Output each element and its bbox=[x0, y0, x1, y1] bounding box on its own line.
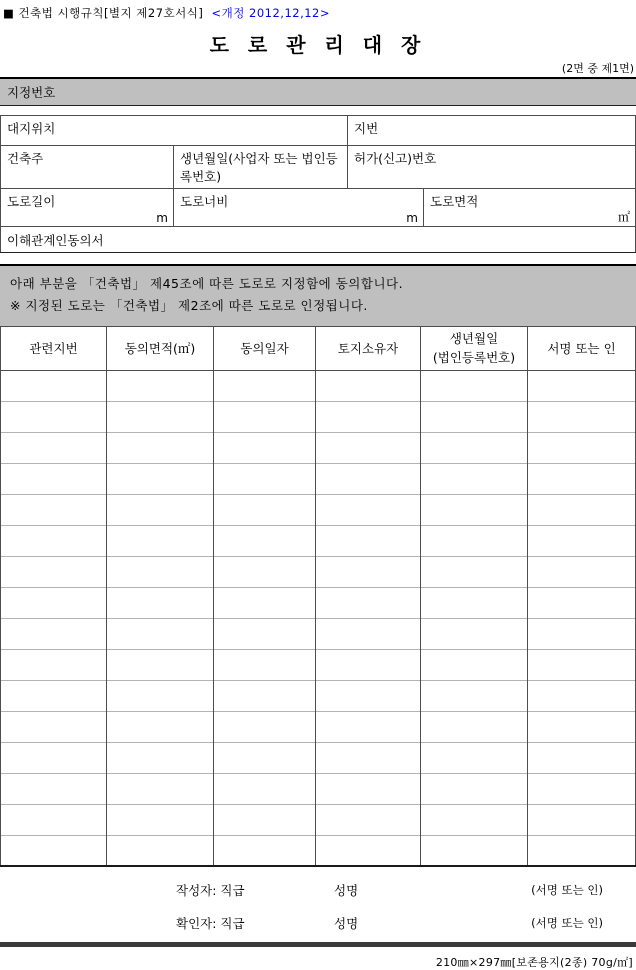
road-width-unit: m bbox=[406, 211, 418, 225]
consent-empty-row bbox=[1, 773, 636, 804]
road-area-cell[interactable] bbox=[424, 189, 636, 227]
birth-date-label: 생년월일(사업자 또는 법인등록번호) bbox=[180, 151, 338, 184]
header-birth-date bbox=[421, 326, 528, 370]
consent-empty-cell[interactable] bbox=[316, 587, 421, 618]
consent-empty-cell[interactable] bbox=[528, 556, 636, 587]
consent-empty-cell[interactable] bbox=[528, 804, 636, 835]
consent-empty-cell[interactable] bbox=[214, 401, 316, 432]
header-signature: 서명 또는 인 bbox=[528, 326, 636, 370]
consent-empty-row bbox=[1, 370, 636, 401]
consent-empty-cell[interactable] bbox=[421, 401, 528, 432]
consent-empty-cell[interactable] bbox=[316, 370, 421, 401]
consent-empty-cell[interactable] bbox=[421, 711, 528, 742]
consent-empty-cell[interactable] bbox=[528, 711, 636, 742]
consent-empty-cell[interactable] bbox=[528, 773, 636, 804]
consent-empty-cell[interactable] bbox=[421, 618, 528, 649]
consent-notice-line1: 아래 부분을 「건축법」 제45조에 따른 도로로 지정함에 동의합니다. bbox=[10, 276, 404, 291]
consent-empty-cell[interactable] bbox=[214, 370, 316, 401]
consent-empty-cell[interactable] bbox=[316, 432, 421, 463]
consent-empty-cell[interactable] bbox=[1, 587, 107, 618]
consent-empty-cell[interactable] bbox=[421, 556, 528, 587]
consent-empty-cell[interactable] bbox=[421, 494, 528, 525]
consent-empty-cell[interactable] bbox=[316, 680, 421, 711]
revision-note: <개정 2012,12,12> bbox=[211, 6, 331, 20]
form-reference-text: ■ 건축법 시행규칙[별지 제27호서식] bbox=[3, 6, 204, 20]
consent-empty-row bbox=[1, 835, 636, 866]
building-owner-cell[interactable] bbox=[1, 146, 174, 189]
consent-empty-cell[interactable] bbox=[214, 773, 316, 804]
consent-empty-row bbox=[1, 742, 636, 773]
consent-empty-cell[interactable] bbox=[528, 835, 636, 866]
consent-empty-cell[interactable] bbox=[316, 525, 421, 556]
consent-empty-cell[interactable] bbox=[421, 835, 528, 866]
consent-empty-cell[interactable] bbox=[214, 649, 316, 680]
permit-number-label: 허가(신고)번호 bbox=[354, 151, 437, 166]
permit-number-cell[interactable] bbox=[348, 146, 636, 189]
consent-table-body bbox=[1, 370, 636, 866]
form-reference-line bbox=[0, 0, 636, 21]
consent-empty-cell[interactable] bbox=[1, 742, 107, 773]
consent-empty-cell[interactable] bbox=[1, 463, 107, 494]
consent-empty-cell[interactable] bbox=[528, 401, 636, 432]
consent-empty-row bbox=[1, 618, 636, 649]
consent-empty-cell[interactable] bbox=[1, 401, 107, 432]
consent-empty-cell[interactable] bbox=[421, 742, 528, 773]
consent-empty-cell[interactable] bbox=[107, 432, 214, 463]
consent-empty-cell[interactable] bbox=[316, 494, 421, 525]
consent-empty-cell[interactable] bbox=[107, 618, 214, 649]
paper-spec-note: 210㎜×297㎜[보존용지(2종) 70g/㎡] bbox=[435, 956, 633, 970]
stakeholder-consent-label: 이해관계인동의서 bbox=[7, 233, 104, 248]
consent-empty-cell[interactable] bbox=[316, 401, 421, 432]
consent-empty-cell[interactable] bbox=[421, 370, 528, 401]
consent-empty-cell[interactable] bbox=[528, 525, 636, 556]
consent-empty-cell[interactable] bbox=[214, 742, 316, 773]
consent-empty-cell[interactable] bbox=[107, 835, 214, 866]
consent-empty-cell[interactable] bbox=[528, 649, 636, 680]
consent-empty-cell[interactable] bbox=[316, 804, 421, 835]
header-birth-date-line1: 생년월일 bbox=[449, 330, 499, 346]
consent-table bbox=[0, 326, 636, 868]
consent-empty-cell[interactable] bbox=[214, 525, 316, 556]
header-birth-date-line2: (법인등록번호) bbox=[432, 350, 516, 366]
consent-empty-row bbox=[1, 711, 636, 742]
consent-empty-cell[interactable] bbox=[107, 649, 214, 680]
consent-empty-cell[interactable] bbox=[316, 773, 421, 804]
verifier-signature-row[interactable] bbox=[0, 906, 636, 939]
road-width-cell[interactable] bbox=[174, 189, 424, 227]
consent-empty-row bbox=[1, 680, 636, 711]
lot-number-label: 지번 bbox=[354, 121, 379, 136]
consent-empty-cell[interactable] bbox=[1, 556, 107, 587]
site-location-label: 대지위치 bbox=[7, 121, 56, 136]
consent-empty-cell[interactable] bbox=[1, 804, 107, 835]
consent-empty-row bbox=[1, 525, 636, 556]
consent-empty-cell[interactable] bbox=[214, 804, 316, 835]
consent-empty-row bbox=[1, 494, 636, 525]
consent-notice-line2: ※ 지정된 도로는 「건축법」 제2조에 따른 도로로 인정됩니다. bbox=[10, 297, 368, 313]
stakeholder-consent-row bbox=[1, 227, 636, 253]
consent-empty-cell[interactable] bbox=[1, 773, 107, 804]
consent-empty-cell[interactable] bbox=[1, 432, 107, 463]
consent-empty-cell[interactable] bbox=[214, 711, 316, 742]
consent-empty-cell[interactable] bbox=[421, 773, 528, 804]
road-info-table bbox=[0, 115, 636, 253]
road-length-unit: m bbox=[156, 211, 168, 225]
consent-notice-box bbox=[0, 264, 636, 326]
consent-empty-cell[interactable] bbox=[421, 680, 528, 711]
consent-empty-cell[interactable] bbox=[214, 680, 316, 711]
consent-empty-cell[interactable] bbox=[316, 556, 421, 587]
site-location-cell[interactable] bbox=[1, 116, 348, 146]
signature-area bbox=[0, 873, 636, 939]
consent-empty-cell[interactable] bbox=[421, 587, 528, 618]
page-indicator: (2면 중 제1면) bbox=[561, 62, 634, 75]
consent-empty-cell[interactable] bbox=[107, 525, 214, 556]
page-title: 도 로 관 리 대 장 bbox=[209, 33, 427, 57]
consent-empty-cell[interactable] bbox=[214, 463, 316, 494]
consent-empty-cell[interactable] bbox=[107, 680, 214, 711]
consent-empty-cell[interactable] bbox=[1, 835, 107, 866]
consent-empty-cell[interactable] bbox=[316, 463, 421, 494]
consent-empty-cell[interactable] bbox=[107, 804, 214, 835]
consent-empty-cell[interactable] bbox=[528, 742, 636, 773]
consent-empty-row bbox=[1, 556, 636, 587]
consent-empty-row bbox=[1, 804, 636, 835]
consent-empty-cell[interactable] bbox=[107, 463, 214, 494]
consent-empty-cell[interactable] bbox=[528, 587, 636, 618]
consent-empty-cell[interactable] bbox=[107, 711, 214, 742]
consent-empty-row bbox=[1, 432, 636, 463]
consent-empty-cell[interactable] bbox=[528, 618, 636, 649]
consent-empty-cell[interactable] bbox=[107, 370, 214, 401]
verifier-sign-note: (서명 또는 인) bbox=[531, 916, 603, 931]
consent-empty-cell[interactable] bbox=[1, 680, 107, 711]
consent-empty-cell[interactable] bbox=[528, 680, 636, 711]
road-width-label: 도로너비 bbox=[180, 194, 229, 209]
preparer-signature-row[interactable] bbox=[0, 873, 636, 906]
consent-empty-cell[interactable] bbox=[1, 649, 107, 680]
consent-empty-cell[interactable] bbox=[214, 587, 316, 618]
consent-empty-cell[interactable] bbox=[107, 742, 214, 773]
header-consent-date: 동의일자 bbox=[214, 326, 316, 370]
consent-empty-cell[interactable] bbox=[214, 494, 316, 525]
lot-number-cell[interactable] bbox=[348, 116, 636, 146]
consent-empty-cell[interactable] bbox=[107, 401, 214, 432]
consent-empty-cell[interactable] bbox=[107, 773, 214, 804]
consent-empty-cell[interactable] bbox=[214, 556, 316, 587]
consent-empty-cell[interactable] bbox=[1, 525, 107, 556]
road-area-label: 도로면적 bbox=[430, 194, 479, 209]
consent-empty-cell[interactable] bbox=[316, 649, 421, 680]
consent-empty-row bbox=[1, 463, 636, 494]
road-dimensions-row bbox=[1, 189, 636, 227]
consent-empty-cell[interactable] bbox=[316, 711, 421, 742]
preparer-name-label: 성명 bbox=[334, 883, 359, 899]
designation-number-label: 지정번호 bbox=[7, 85, 56, 100]
consent-empty-cell[interactable] bbox=[421, 463, 528, 494]
consent-empty-cell[interactable] bbox=[107, 556, 214, 587]
designation-number-bar bbox=[0, 77, 636, 106]
consent-empty-cell[interactable] bbox=[421, 649, 528, 680]
consent-empty-row bbox=[1, 587, 636, 618]
consent-empty-cell[interactable] bbox=[214, 432, 316, 463]
consent-empty-cell[interactable] bbox=[528, 494, 636, 525]
consent-empty-cell[interactable] bbox=[528, 463, 636, 494]
verifier-role-label: 확인자: 직급 bbox=[176, 916, 245, 932]
consent-empty-cell[interactable] bbox=[421, 525, 528, 556]
consent-empty-cell[interactable] bbox=[528, 432, 636, 463]
header-related-lot: 관련지번 bbox=[1, 326, 107, 370]
consent-empty-cell[interactable] bbox=[1, 711, 107, 742]
consent-empty-cell[interactable] bbox=[316, 835, 421, 866]
consent-empty-cell[interactable] bbox=[528, 370, 636, 401]
header-land-owner: 토지소유자 bbox=[316, 326, 421, 370]
consent-empty-cell[interactable] bbox=[1, 370, 107, 401]
consent-empty-cell[interactable] bbox=[316, 618, 421, 649]
consent-empty-cell[interactable] bbox=[421, 432, 528, 463]
preparer-role-label: 작성자: 직급 bbox=[176, 883, 245, 899]
consent-empty-cell[interactable] bbox=[107, 587, 214, 618]
header-consent-area: 동의면적(㎡) bbox=[107, 326, 214, 370]
stakeholder-consent-cell[interactable] bbox=[1, 227, 636, 253]
consent-table-header-row bbox=[1, 326, 636, 370]
verifier-name-label: 성명 bbox=[334, 916, 359, 932]
consent-empty-cell[interactable] bbox=[214, 618, 316, 649]
road-area-unit: ㎡ bbox=[617, 210, 630, 224]
consent-empty-row bbox=[1, 401, 636, 432]
consent-empty-cell[interactable] bbox=[316, 742, 421, 773]
consent-empty-cell[interactable] bbox=[1, 494, 107, 525]
preparer-sign-note: (서명 또는 인) bbox=[531, 883, 603, 898]
consent-empty-cell[interactable] bbox=[214, 835, 316, 866]
site-location-row bbox=[1, 116, 636, 146]
consent-empty-cell[interactable] bbox=[421, 804, 528, 835]
consent-empty-row bbox=[1, 649, 636, 680]
building-owner-label: 건축주 bbox=[7, 151, 44, 166]
road-length-cell[interactable] bbox=[1, 189, 174, 227]
consent-empty-cell[interactable] bbox=[1, 618, 107, 649]
birth-date-cell[interactable] bbox=[174, 146, 348, 189]
road-length-label: 도로길이 bbox=[7, 194, 56, 209]
building-owner-row bbox=[1, 146, 636, 189]
consent-empty-cell[interactable] bbox=[107, 494, 214, 525]
